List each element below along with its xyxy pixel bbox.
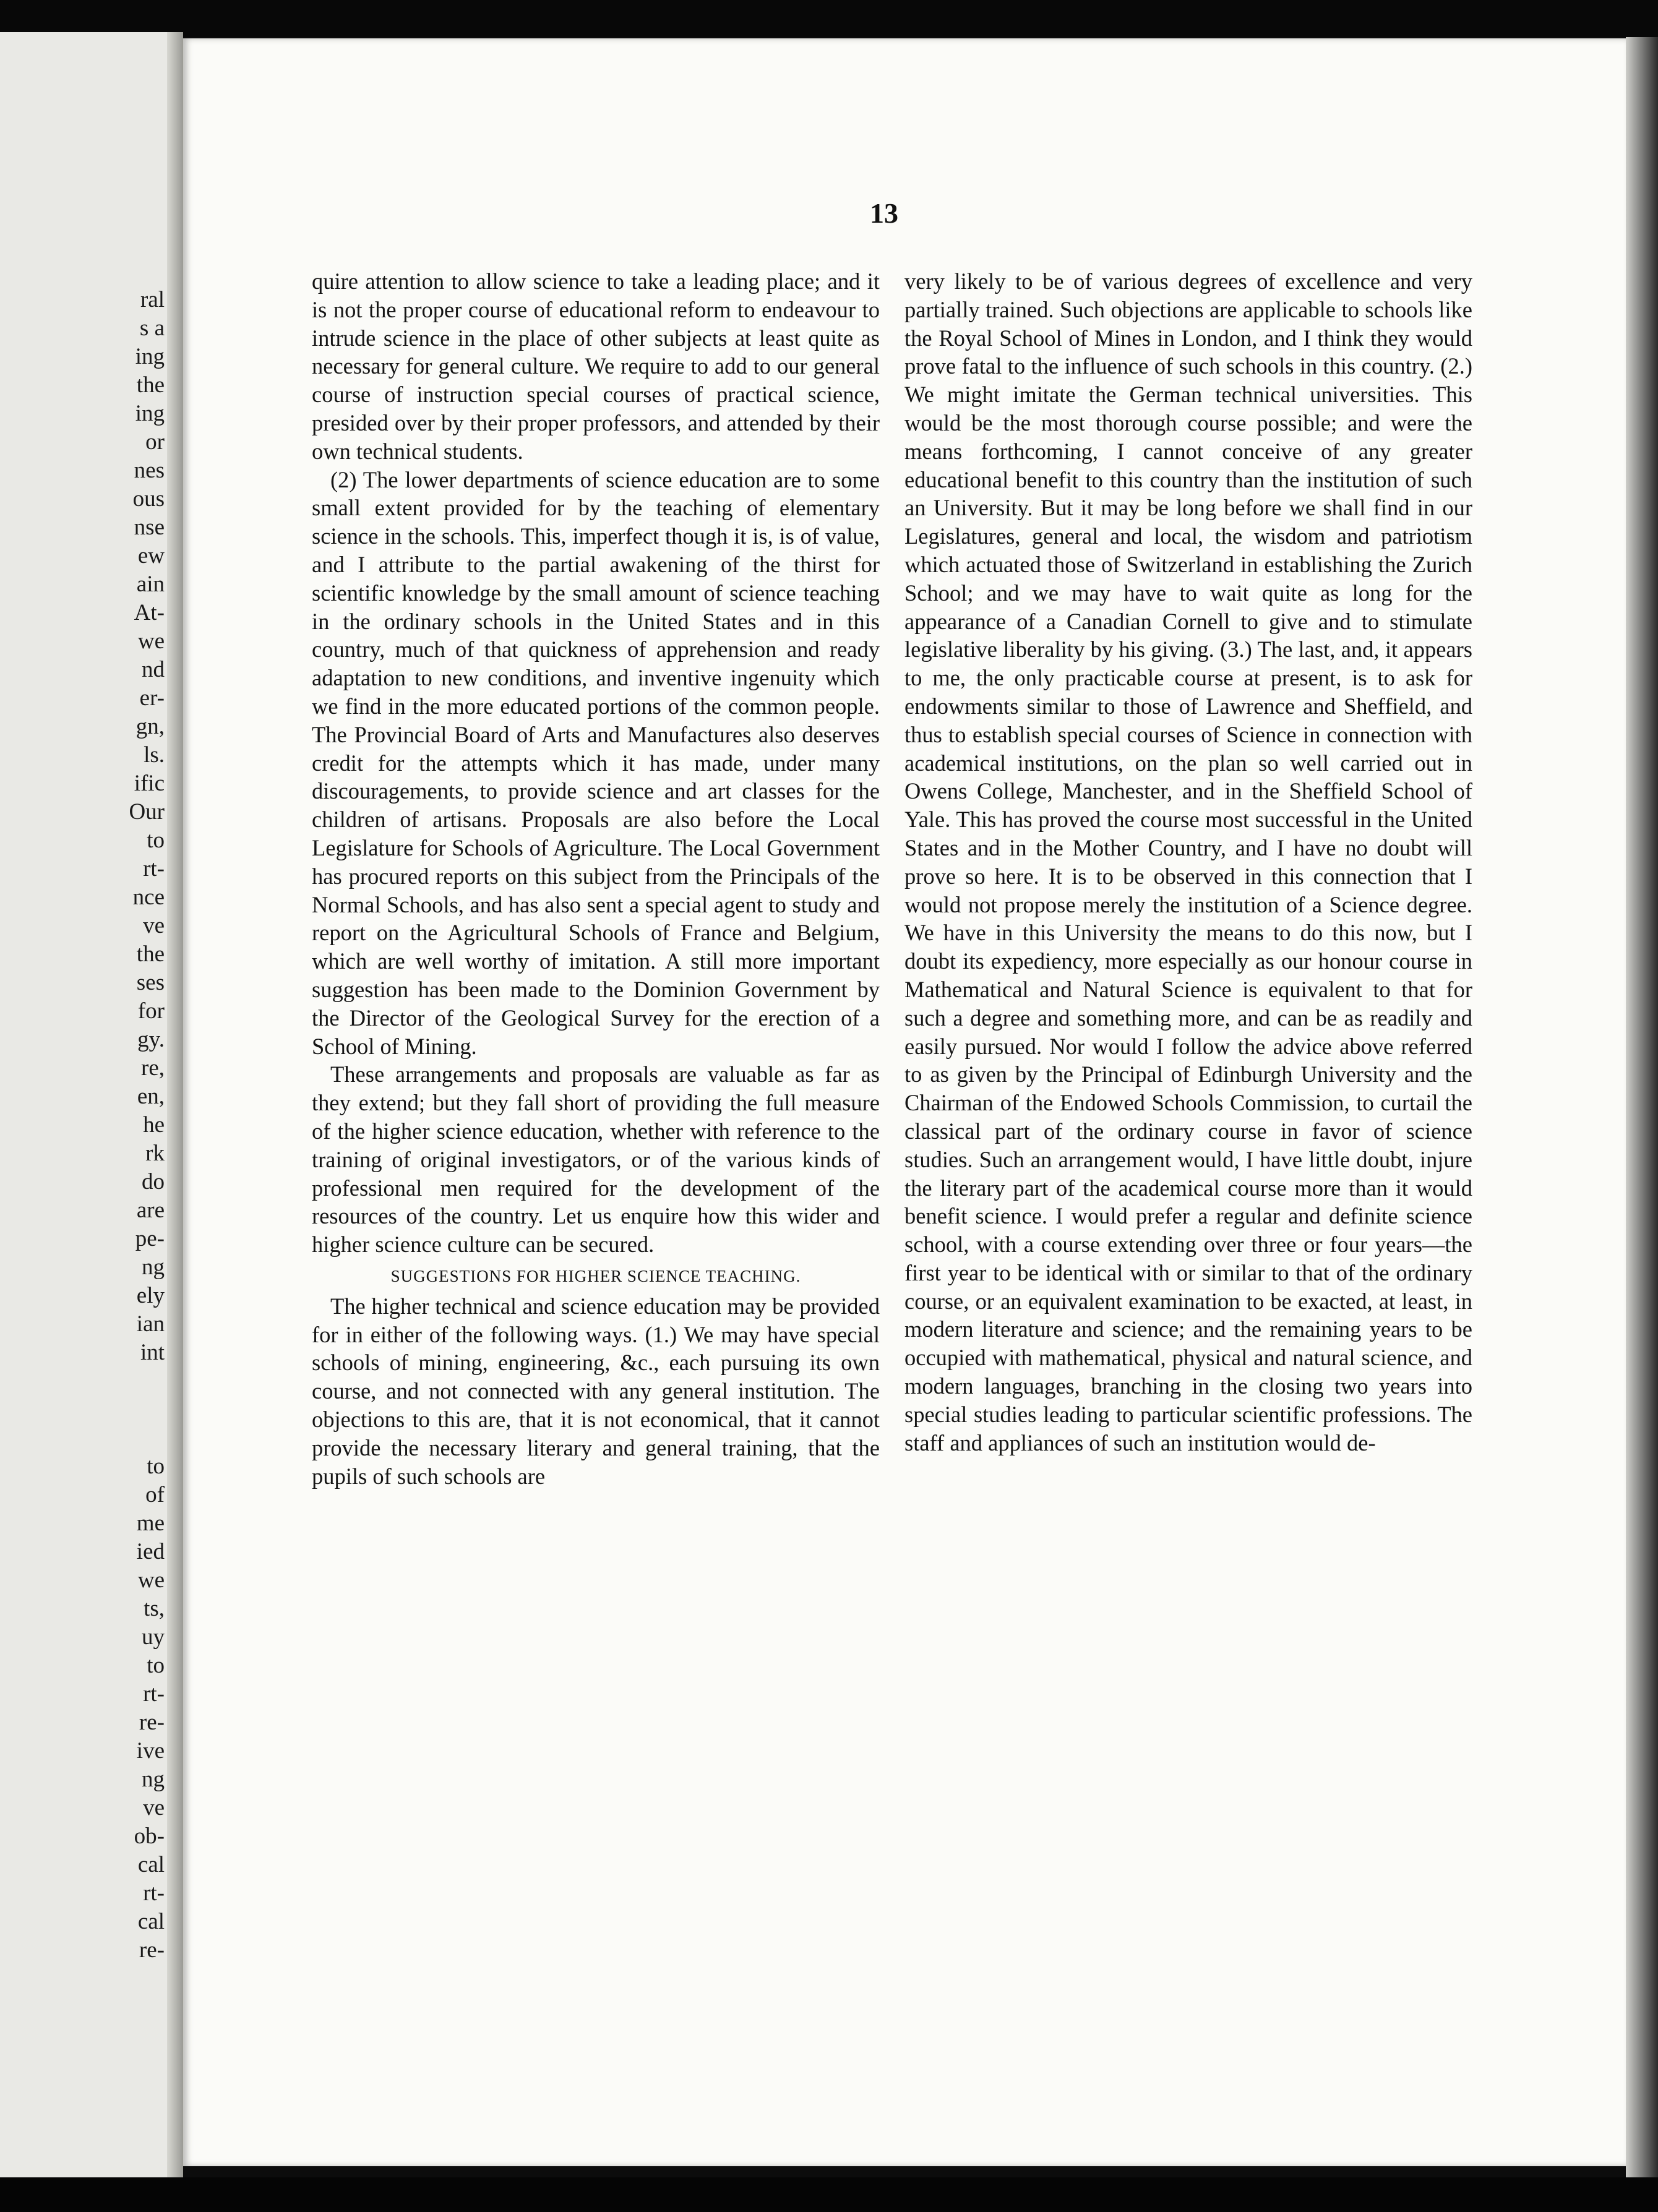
facing-page-fragment: we [137,1567,165,1593]
facing-page-fragment: nce [132,885,165,910]
facing-page-fragment: me [136,1511,165,1536]
facing-page-fragment: ls. [144,742,165,768]
scan-top-border [0,0,1658,37]
text-column-right [904,267,1472,1457]
text-column-left [312,267,880,1490]
facing-page-fragment: or [145,429,165,455]
facing-page-fragment: we [137,628,165,654]
paragraph: quire attention to allow science to take a leading place; and it is not the proper course of educational reform to endeavour to intrude science in the place of other subjects at least quite as necessary for general culture. We require to add to our general course of instruction special courses of practical science, presided over by their proper professors, and attended by their own technical students. [312,268,880,464]
gutter-shadow [167,32,183,2179]
facing-page-fragment: of [145,1482,165,1507]
facing-page-fragment: re- [139,1937,165,1963]
facing-page-fragment: en, [137,1084,165,1109]
facing-page-fragment: nse [134,515,165,540]
facing-page-fragment: do [142,1169,165,1194]
facing-page-fragment: gn, [135,714,165,739]
scan-bottom-border [0,2177,1658,2212]
facing-page-fragment: to [147,1653,165,1678]
facing-page-fragment: Our [129,799,165,825]
page-number: 13 [870,197,898,229]
facing-page-fragment: ific [134,771,165,796]
facing-page-fragment: ses [136,970,165,995]
section-heading: SUGGESTIONS FOR HIGHER SCIENCE TEACHING. [390,1266,801,1285]
paragraph: The higher technical and science education may be provided for in either of the following ways. (1.) We may have special schools of mining, engineering, &c., each pursuing its own course, and not connected with any general institution. The objections to this are, that it is not economical, that it cannot provide the necessary literary and general training, that the pupils of such schools are [312,1293,880,1489]
facing-page-fragment: ely [136,1283,165,1308]
facing-page-fragment: nd [142,657,165,682]
facing-page-fragment: nes [134,458,165,483]
facing-page-fragment: uy [142,1624,165,1650]
facing-page-fragment: pe- [135,1226,165,1251]
facing-page-fragment: s a [139,315,165,341]
facing-page-fragment: ts, [144,1596,165,1621]
facing-page-fragment: he [143,1112,165,1138]
facing-page-fragment: rk [145,1141,165,1166]
facing-page-edge [0,32,183,2179]
facing-page-fragment: ve [143,1795,165,1820]
page-right-edge [1626,37,1658,2184]
facing-page-fragment: ew [137,543,165,568]
facing-page-fragment: gy. [137,1027,165,1052]
facing-page-fragment: ied [136,1539,165,1564]
facing-page-fragment: the [136,941,165,967]
facing-page-fragment: for [137,998,165,1024]
facing-page-fragment: to [147,828,165,853]
facing-page-fragment: to [147,1454,165,1479]
facing-page-fragment: cal [137,1909,165,1934]
facing-page-fragment: ob- [134,1824,165,1849]
paragraph: very likely to be of various degrees of excellence and very partially trained. Such objections are applicable to schools like the Royal School of Mines in London, and I think they would prove fatal to the influence of such schools in this country. (2.) We might imitate the German technical universities. This would be the most thorough course possible; and were the means forthcoming, I cannot conceive of any greater educational benefit to this country than the institution of such an University. But it may be long before we shall find in our Legislatures, general and local, the wisdom and patriotism which actuated those of Switzerland in establishing the Zurich School; and we may have to wait quite as long for the appearance of a Canadian Cornell to give and to stimulate legislative liberality by his giving. (3.) The last, and, it appears to me, the only practicable course at present, is to ask for endowments similar to those of Lawrence and Sheffield, and thus to establish special courses of Science in connection with academical institutions, on the plan so well carried out in Owens College, Manchester, and in the Sheffield School of Yale. This has proved the course most successful in the United States and in the Mother Country, and I have no doubt will prove so here. It is to be observed in this connection that I would not propose merely the institution of a Science degree. We have in this University the means to do this now, but I doubt its expediency, more especially as our honour course in Mathematical and Natural Science is equivalent to that for such a degree and something more, and can be as readily and easily pursued. Nor would I follow the advice above referred to as given by the Principal of Edinburgh University and the Chairman of the Endowed Schools Commission, to curtail the classical part of the ordinary course in favor of science studies. Such an arrangement would, I have little doubt, injure the literary part of the academical course more than it would benefit science. I would prefer a regular and definite science school, with a course extending over three or four years—the first year to be identical with or similar to that of the ordinary course, or an equivalent examination to be exacted, at least, in modern literature and science; and the remaining years to be occupied with mathematical, physical and natural science, and modern languages, branching in the closing two years into special studies leading to particular scientific professions. The staff and appliances of such an institution would de- [904,268,1472,1455]
paragraph: These arrangements and proposals are valuable as far as they extend; but they fall short of providing the full measure of the higher science education, whether with reference to the training of original investigators, or of the various kinds of professional men required for the development of the resources of the country. Let us enquire how this wider and higher science culture can be secured. [312,1061,880,1258]
facing-page-fragment [90,1367,165,1395]
facing-page-fragment: int [140,1340,165,1365]
facing-page-fragments [90,286,165,1965]
facing-page-fragment: ral [140,287,165,312]
facing-page-fragment: rt- [143,1880,165,1906]
facing-page-fragment: cal [137,1852,165,1877]
facing-page-fragment: rt- [143,856,165,881]
facing-page-fragment: the [136,372,165,398]
facing-page-fragment: ian [136,1311,165,1337]
facing-page-fragment [90,1395,165,1424]
facing-page-fragment: re- [139,1710,165,1735]
facing-page-fragment: are [136,1198,165,1223]
facing-page-fragment: re, [141,1055,165,1081]
paragraph: (2) The lower departments of science education are to some small extent provided for by the teaching of elementary science in the schools. This, imperfect though it is, is of value, and I attribute to the partial awakening of the thirst for scientific knowledge by the small amount of science teaching in the ordinary schools in the United States and in this country, much of that quickness of apprehension and ready adaptation to new conditions, and inventive ingenuity which we find in the more educated portions of the common people. The Provincial Board of Arts and Manufactures also deserves credit for the attempts which it has made, under many discouragements, to provide science and art classes for the children of artisans. Proposals are also before the Local Legislature for Schools of Agriculture. The Local Government has procured reports on this subject from the Principals of the Normal Schools, and has also sent a special agent to study and report on the Agricultural Schools of France and Belgium, which are well worthy of imitation. A still more important suggestion has been made to the Dominion Government by the Director of the Geological Survey for the erection of a School of Mining. [312,466,880,1059]
facing-page-fragment: ain [136,572,165,597]
facing-page-fragment: ng [142,1254,165,1280]
facing-page-fragment: rt- [143,1681,165,1707]
facing-page-fragment: ive [136,1738,165,1764]
facing-page-fragment: At- [134,600,165,625]
facing-page-fragment: ous [132,486,165,512]
facing-page-fragment [90,1424,165,1452]
facing-page-fragment: ing [135,344,165,369]
facing-page-fragment: ve [143,913,165,938]
facing-page-fragment: ing [135,401,165,426]
facing-page-fragment: er- [139,685,165,711]
facing-page-fragment: ng [142,1767,165,1792]
